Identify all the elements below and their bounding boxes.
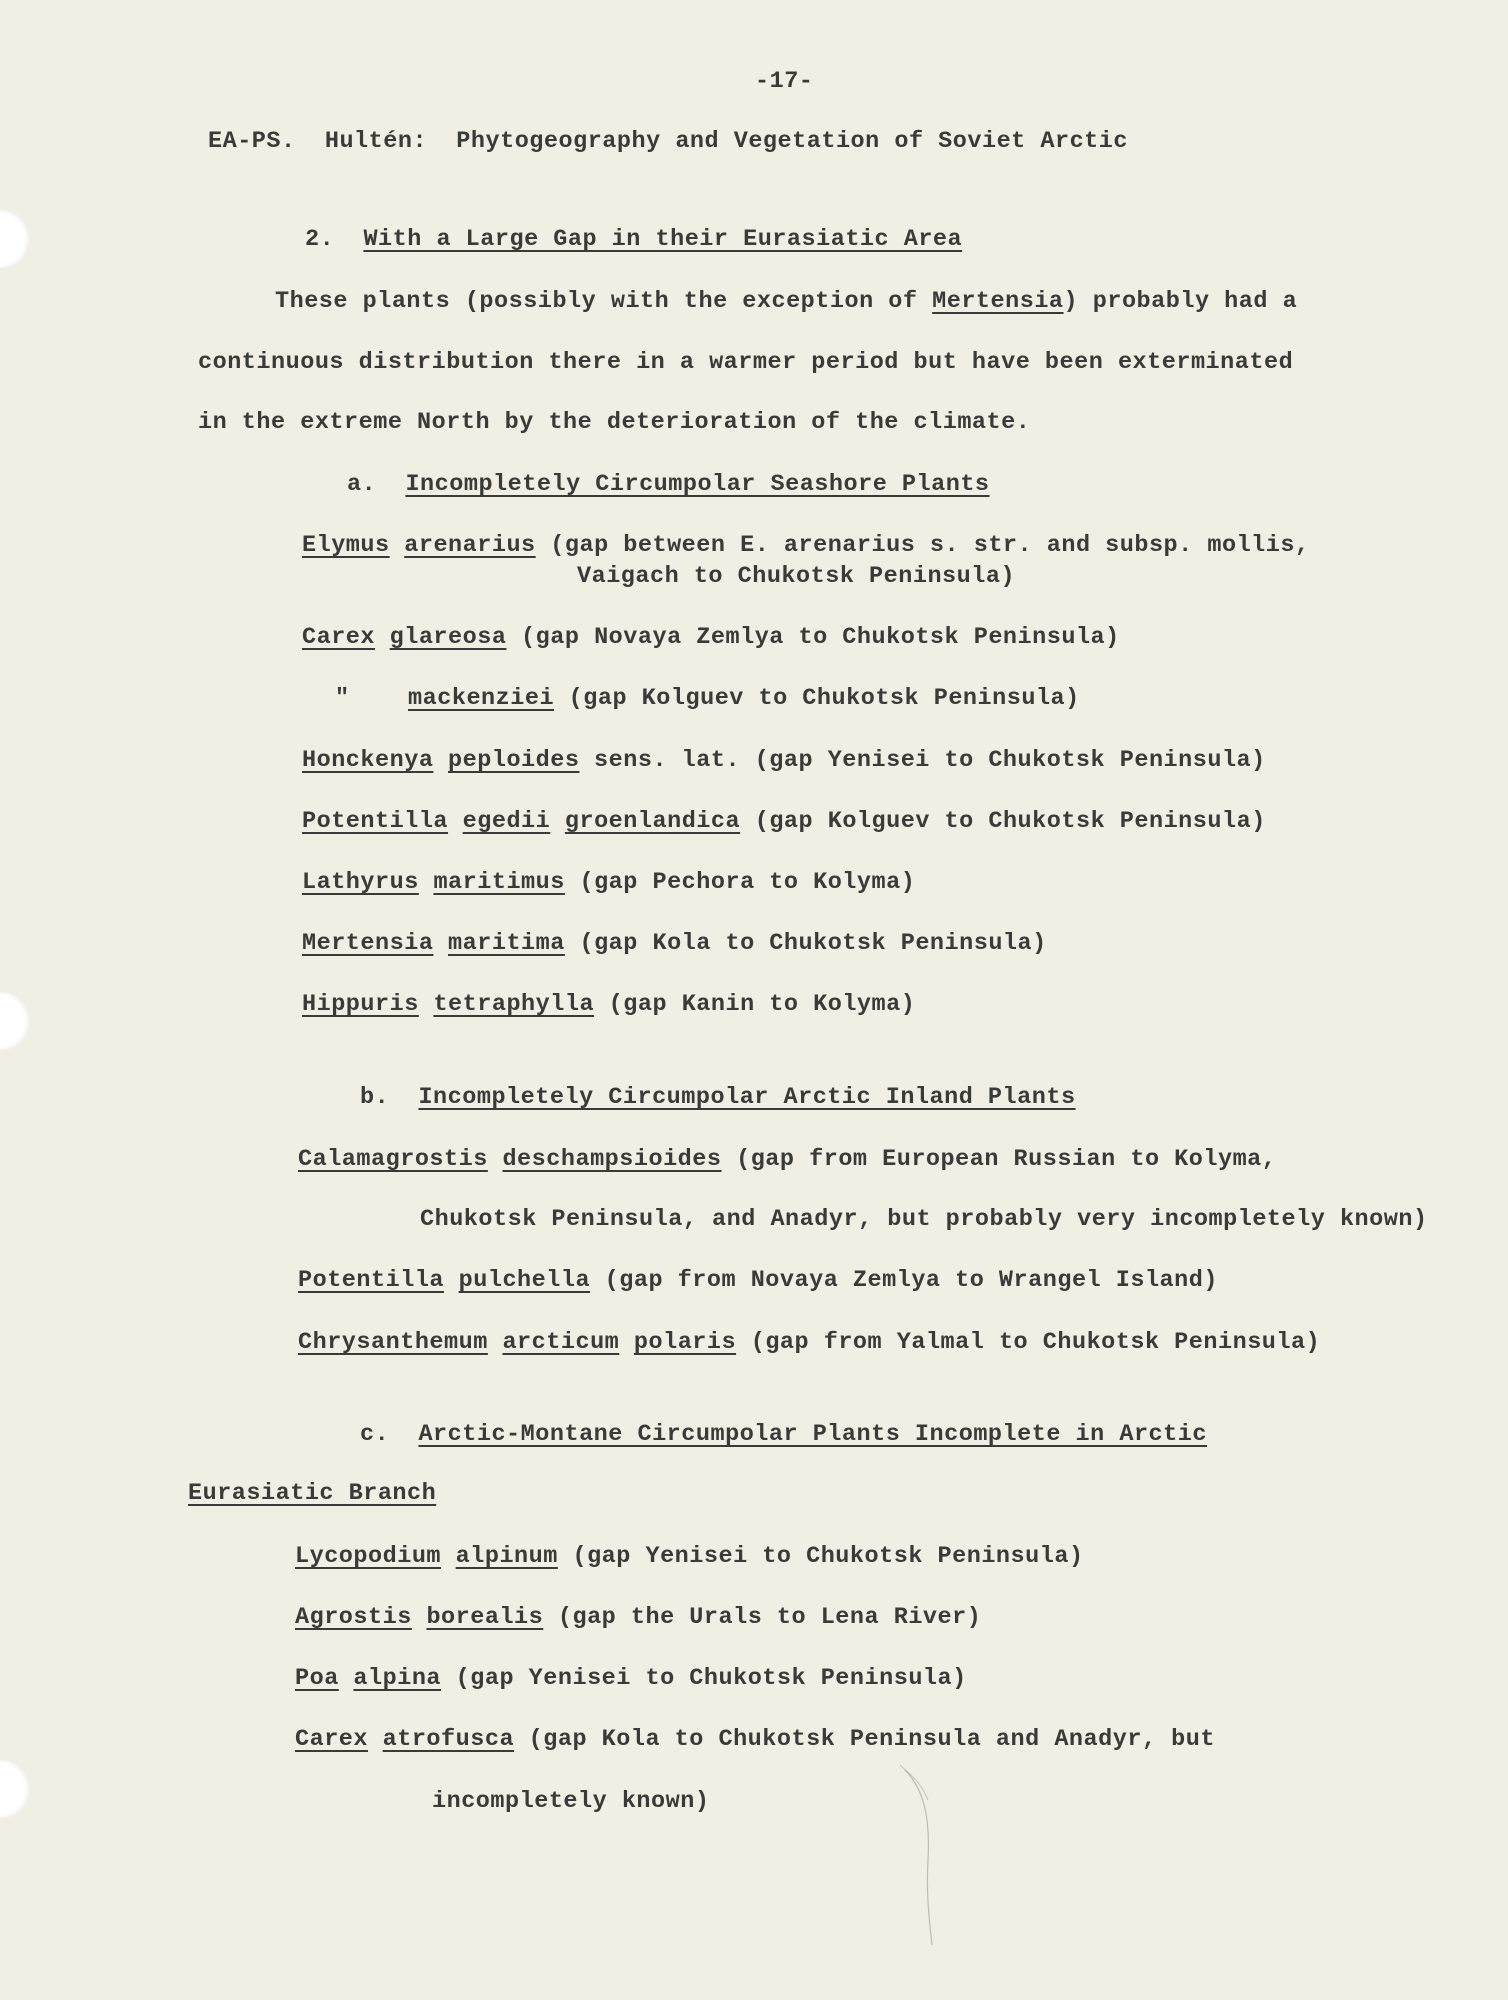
list-item: Elymus arenarius (gap between E. arenarius s. str. and subsp. mollis, [302, 532, 1310, 559]
subsection-heading: a. Incompletely Circumpolar Seashore Plants [347, 471, 990, 498]
list-item-continuation: Vaigach to Chukotsk Peninsula) [577, 563, 1016, 590]
pencil-mark [900, 1760, 980, 1950]
list-item-continuation: Chukotsk Peninsula, and Anadyr, but probably very incompletely known) [420, 1206, 1428, 1233]
subsection-heading: c. Arctic-Montane Circumpolar Plants Incomplete in Arctic [360, 1421, 1207, 1448]
subsection-heading: b. Incompletely Circumpolar Arctic Inland Plants [360, 1084, 1076, 1111]
list-item: Honckenya peploides sens. lat. (gap Yenisei to Chukotsk Peninsula) [302, 747, 1266, 774]
section-title: With a Large Gap in their Eurasiatic Area [363, 226, 963, 253]
ditto-mark: " [335, 685, 350, 712]
paragraph-line: continuous distribution there in a warmer period but have been exterminated [198, 349, 1294, 376]
list-item: Calamagrostis deschampsioides (gap from European Russian to Kolyma, [298, 1146, 1277, 1173]
page-number: -17- [755, 68, 814, 95]
section-heading [305, 228, 962, 252]
list-item: Potentilla egedii groenlandica (gap Kolguev to Chukotsk Peninsula) [302, 808, 1266, 835]
header-author: Hultén: [324, 128, 428, 155]
punch-hole [0, 992, 30, 1050]
list-item: Carex atrofusca (gap Kola to Chukotsk Peninsula and Anadyr, but [295, 1726, 1215, 1753]
list-item: Potentilla pulchella (gap from Novaya Zemlya to Wrangel Island) [298, 1267, 1218, 1294]
section-number: 2. [305, 226, 335, 253]
punch-hole [0, 210, 30, 268]
header-title: Phytogeography and Vegetation of Soviet Arctic [456, 128, 1128, 155]
header-code: EA-PS. [208, 128, 296, 155]
list-item: Lathyrus maritimus (gap Pechora to Kolyma) [302, 869, 916, 896]
list-item: Carex glareosa (gap Novaya Zemlya to Chukotsk Peninsula) [302, 624, 1120, 651]
list-item: Mertensia maritima (gap Kola to Chukotsk Peninsula) [302, 930, 1047, 957]
list-item: Agrostis borealis (gap the Urals to Lena River) [295, 1604, 982, 1631]
list-item-continuation: incompletely known) [432, 1788, 710, 1815]
punch-hole [0, 1760, 30, 1818]
paragraph-line: in the extreme North by the deterioration of the climate. [198, 409, 1031, 436]
genus-name: Mertensia [932, 288, 1064, 315]
list-item: Hippuris tetraphylla (gap Kanin to Kolyma) [302, 991, 916, 1018]
list-item: " mackenziei (gap Kolguev to Chukotsk Peninsula) [335, 685, 1080, 712]
list-item: Chrysanthemum arcticum polaris (gap from Yalmal to Chukotsk Peninsula) [298, 1329, 1321, 1356]
list-item: Lycopodium alpinum (gap Yenisei to Chukotsk Peninsula) [295, 1543, 1084, 1570]
running-header [208, 130, 1128, 154]
subsection-heading-continuation: Eurasiatic Branch [188, 1480, 437, 1507]
paragraph-line: These plants (possibly with the exception of Mertensia) probably had a [275, 288, 1298, 315]
list-item: Poa alpina (gap Yenisei to Chukotsk Peninsula) [295, 1665, 967, 1692]
